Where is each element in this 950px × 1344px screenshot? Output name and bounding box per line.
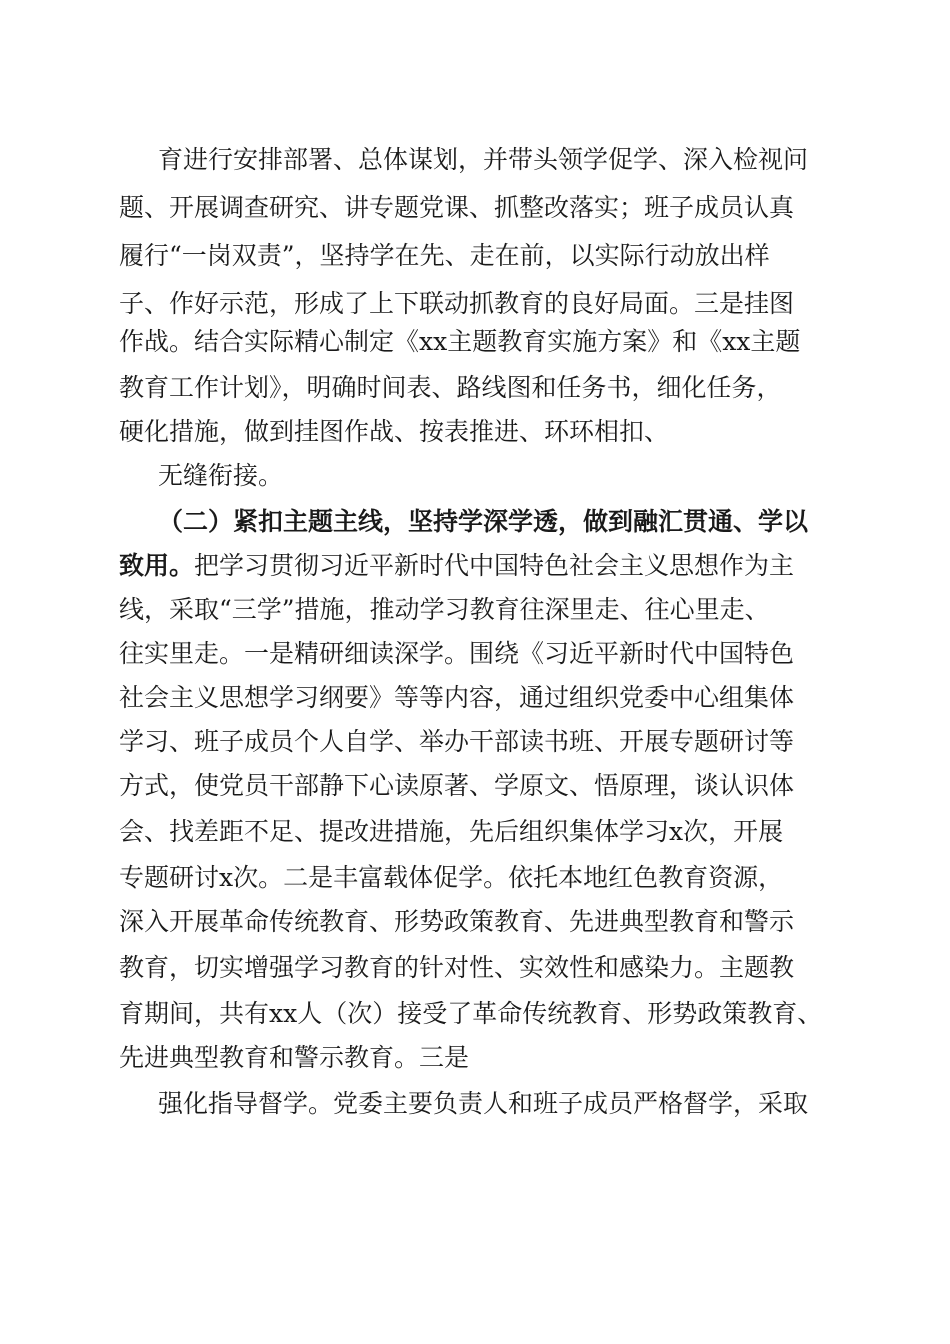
text-line-22: 强化指导督学。党委主要负责人和班子成员严格督学，采取 [158,1089,809,1118]
text-line-12: 往实里走。一是精研细读深学。围绕《习近平新时代中国特色 [119,639,795,668]
text-line-14: 学习、班子成员个人自学、举办干部读书班、开展专题研讨等 [119,727,795,756]
text-line-7: 硬化措施，做到挂图作战、按表推进、环环相扣、 [119,417,670,446]
text-line-19: 教育，切实增强学习教育的针对性、实效性和感染力。主题教 [119,953,795,982]
text-line-20: 育期间，共有xx人（次）接受了革命传统教育、形势政策教育、 [119,999,823,1028]
text-line-6: 教育工作计划》，明确时间表、路线图和任务书，细化任务， [119,373,782,402]
text-line-8: 无缝衔接。 [158,461,284,490]
text-line-5: 作战。结合实际精心制定《xx主题教育实施方案》和《xx主题 [119,327,801,356]
text-line-17: 专题研讨x次。二是丰富载体促学。依托本地红色教育资源， [119,863,784,892]
text-line-10 [119,542,794,590]
text-line-15: 方式，使党员干部静下心读原著、学原文、悟原理，谈认识体 [119,771,795,800]
text-line-18: 深入开展革命传统教育、形势政策教育、先进典型教育和警示 [119,907,795,936]
text-line-10-body: 把学习贯彻习近平新时代中国特色社会主义思想作为主 [194,551,795,580]
section-heading-2: （二）紧扣主题主线，坚持学深学透，做到融汇贯通、学以 [158,507,809,536]
text-line-21: 先进典型教育和警示教育。三是 [119,1043,470,1072]
text-line-1: 育进行安排部署、总体谋划，并带头领学促学、深入检视问 [158,145,809,174]
text-line-16: 会、找差距不足、提改进措施，先后组织集体学习x次，开展 [119,817,784,846]
text-line-11: 线，采取“三学”措施，推动学习教育往深里走、往心里走、 [119,595,770,624]
text-line-3: 履行“一岗双责”，坚持学在先、走在前，以实际行动放出样 [119,241,770,270]
text-line-13: 社会主义思想学习纲要》等等内容，通过组织党委中心组集体 [119,683,795,712]
text-line-2: 题、开展调查研究、讲专题党课、抓整改落实；班子成员认真 [119,193,795,222]
text-line-4: 子、作好示范，形成了上下联动抓教育的良好局面。三是挂图 [119,289,795,318]
section-heading-2-end: 致用。 [119,551,195,580]
